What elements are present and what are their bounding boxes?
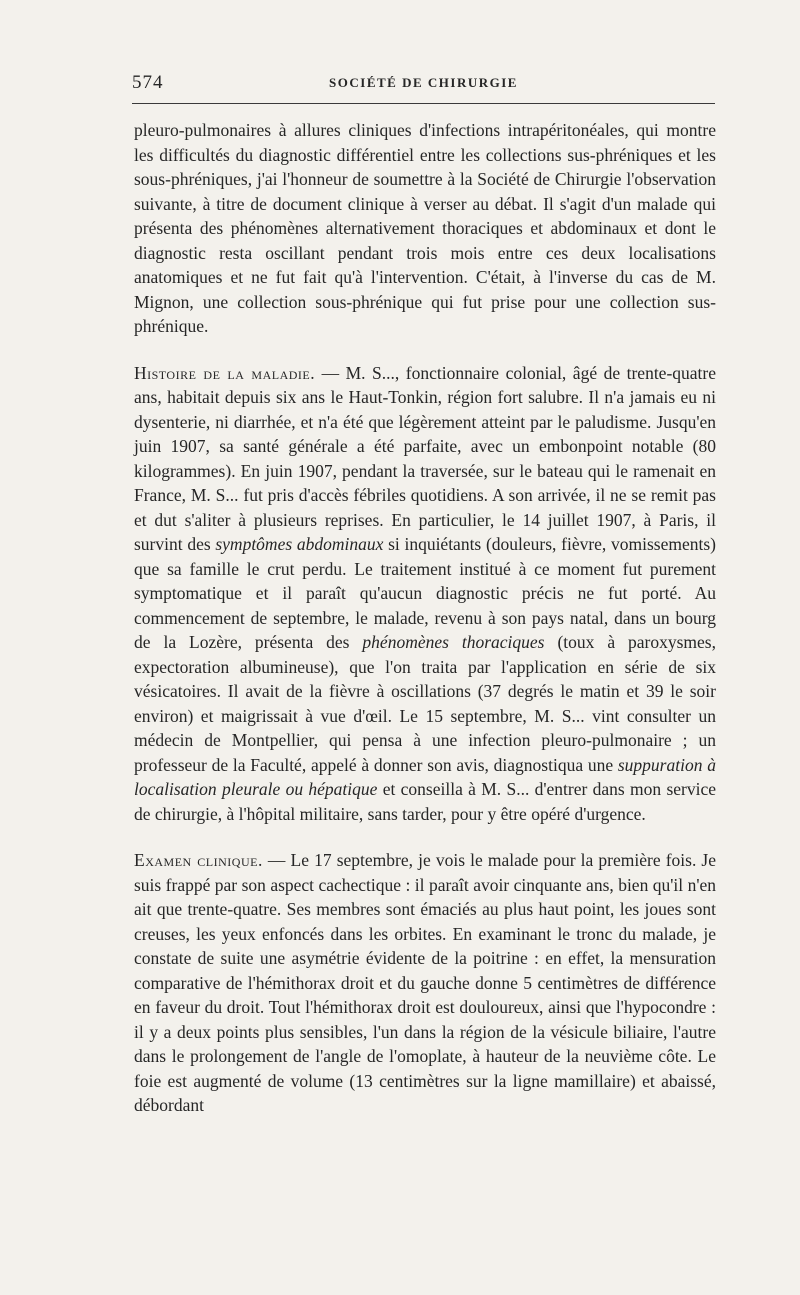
histoire-text-1: — M. S..., fonctionnaire colonial, âgé de trente-quatre ans, habitait depuis six ans le Haut-Tonkin, région fort salubre. Il n'a jamais eu ni dysenterie, ni diarrhée, et n'a été que légèrement atteint par le paludisme. Jusqu'en juin 1907, sa santé générale a été parfaite, avec un embonpoint notable (80 kilogrammes). En juin 1907, pendant la traversée, sur le bateau qui le ramenait en France, M. S... fut pris d'accès fébriles quotidiens. A son arrivée, il ne se remit pas et dut s'aliter à plusieurs reprises. En particulier, le 14 juillet 1907, à Paris, il survint des xyxy=(134,362,716,554)
examen-text: — Le 17 septembre, je vois le malade pour la première fois. Je suis frappé par son aspect cachectique : il paraît avoir cinquante ans, bien qu'il n'en ait que trente-quatre. Ses membres sont émaciés au plus haut point, les joues sont creuses, les yeux enfoncés dans les orbites. En examinant le tronc du malade, je constate de suite une asymétrie évidente de la poitrine : en effet, la mensuration comparative de l'hémithorax droit et du gauche donne 5 centimètres de différence en faveur du droit. Tout l'hémithorax droit est douloureux, ainsi que l'hypocondre : il y a deux points plus sensibles, l'un dans la région de la vésicule biliaire, l'autre dans le prolongement de l'angle de l'omoplate, à hauteur de la neuvième côte. Le foie est augmenté de volume (13 centimètres sur la ligne mamillaire) et abaissé, débordant xyxy=(134,850,717,1115)
examen-paragraph xyxy=(134,848,716,1118)
page-header xyxy=(132,72,715,96)
histoire-emphasis-1: symptômes abdominaux xyxy=(215,534,384,554)
histoire-text-2: si inquiétants (douleurs, fièvre, vomissements) que sa famille le crut perdu. Le traitement institué à ce moment fut purement symptomatique et il paraît qu'aucun diagnostic précis ne fut porté. Au commencement de septembre, le malade, revenu à son pays natal, dans un bourg de la Lozère, présenta des xyxy=(134,534,716,652)
histoire-heading: Histoire de la maladie. xyxy=(134,362,316,383)
examen-heading: Examen clinique. xyxy=(134,850,263,870)
header-rule xyxy=(132,103,715,104)
histoire-emphasis-3: suppuration à localisation pleurale ou hépatique xyxy=(134,754,716,799)
running-title: SOCIÉTÉ DE CHIRURGIE xyxy=(329,75,518,90)
body-text xyxy=(134,118,716,1118)
histoire-paragraph xyxy=(134,361,716,827)
page-number: 574 xyxy=(132,72,164,93)
histoire-text-3: (toux à paroxysmes, expectoration albumineuse), que l'on traita par l'application en série de six vésicatoires. Il avait de la fièvre à oscillations (37 degrés le matin et 39 le soir environ) et maigrissait à vue d'œil. Le 15 septembre, M. S... vint consulter un médecin de Montpellier, qui pensa à une infection pleuro-pulmonaire ; un professeur de la Faculté, appelé à donner son avis, diagnostiqua une xyxy=(134,632,716,775)
intro-paragraph: pleuro-pulmonaires à allures cliniques d'infections intrapéritonéales, qui montre les difficultés du diagnostic différentiel entre les collections sus-phréniques et les sous-phréniques, j'ai l'honneur de soumettre à la Société de Chirurgie l'observation suivante, à titre de document clinique à verser au débat. Il s'agit d'un malade qui présenta des phénomènes alternativement thoraciques et abdominaux et dont le diagnostic resta oscillant pendant trois mois entre ces deux localisations anatomiques et ne fut fait qu'à l'intervention. C'était, à l'inverse du cas de M. Mignon, une collection sous-phrénique qui fut prise pour une collection sus-phrénique. xyxy=(134,120,716,336)
histoire-emphasis-2: phénomènes thoraciques xyxy=(362,632,545,652)
histoire-text-4: et conseilla à M. S... d'entrer dans mon service de chirurgie, à l'hôpital militaire, sans tarder, pour y être opéré d'urgence. xyxy=(134,779,716,824)
